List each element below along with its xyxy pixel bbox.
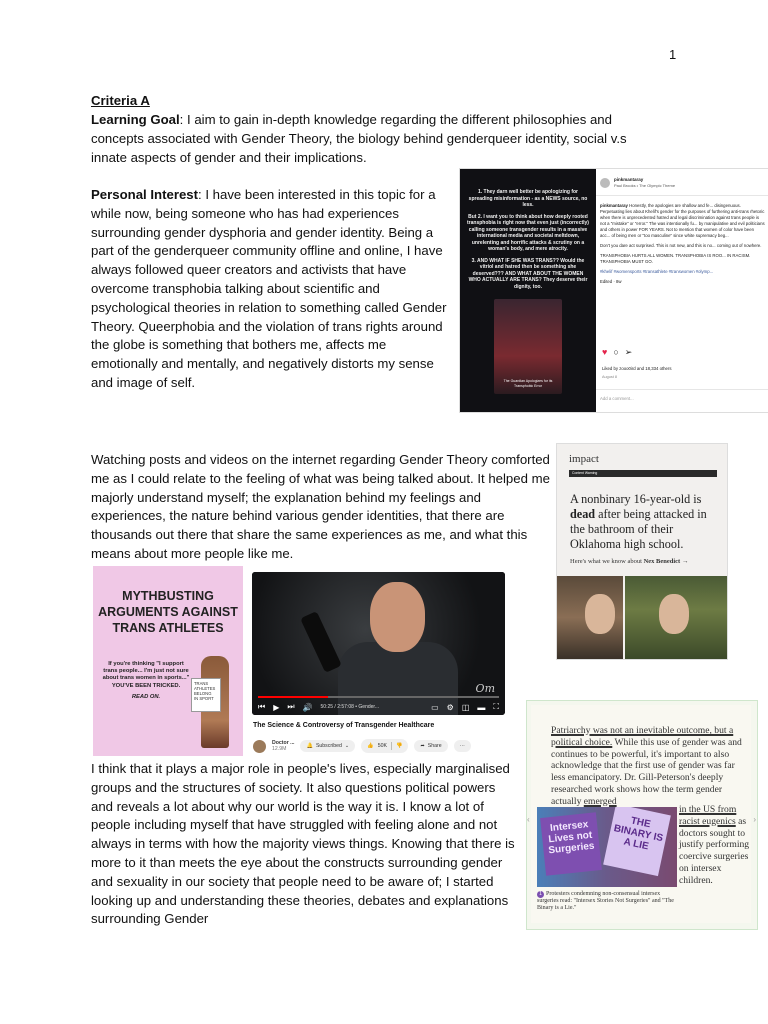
like-count: 50K bbox=[377, 743, 387, 749]
book-page bbox=[531, 705, 751, 923]
channel-info[interactable] bbox=[272, 740, 294, 752]
chevron-left-icon[interactable]: ‹ bbox=[527, 815, 530, 824]
subscriber-count: 12.9M bbox=[272, 746, 287, 752]
instagram-header bbox=[600, 177, 675, 189]
subline-part: Here's what we know about bbox=[570, 558, 644, 565]
next-icon[interactable]: ⏭ bbox=[287, 702, 295, 711]
impact-headline bbox=[570, 492, 720, 552]
personal-interest-label: Personal Interest bbox=[91, 187, 199, 202]
comment-icon: ○ bbox=[613, 347, 619, 357]
bell-icon: 🔔 bbox=[306, 743, 313, 749]
myth-title: MYTHBUSTING ARGUMENTS AGAINST TRANS ATHLETES bbox=[98, 589, 238, 635]
personal-interest-text: : I have been interested in this topic for a while now, being someone who has had experiences surrounding gender dysphoria and gender identity. Being a part of the genderqueer community offline and online, I have always followed queer creators and activists that have overcome transphobia talking about scientific and psychological theories in relation to something called Gender Theory. Queerphobia and the violation of trans rights around the globe is something that bothers me, affects me emotionally and mentally, and negatively distorts my sense and image of self. bbox=[91, 187, 447, 390]
content-warning-strip: Content Warning bbox=[569, 470, 717, 477]
learning-goal-label: Learning Goal bbox=[91, 112, 180, 127]
learning-goal-text: : I aim to gain in-depth knowledge regarding the different philosophies and concepts associated with Gender Theory, the biology behind genderqueer identity, social v.s innate aspects of gender and their implications. bbox=[91, 112, 627, 165]
thumbs-up-icon: 👍 bbox=[367, 743, 374, 749]
subscribed-button[interactable] bbox=[300, 740, 355, 752]
share-button[interactable] bbox=[414, 740, 447, 752]
video-signature: Om bbox=[475, 682, 495, 695]
sign-line: BELONG bbox=[194, 691, 212, 696]
headline-bold: dead bbox=[570, 507, 596, 521]
instagram-image-paragraph: 1. They darn well better be apologizing for spreading misinformation - as a NEWS source, no less. bbox=[468, 189, 588, 208]
impact-logo: impact bbox=[569, 453, 599, 465]
speaker-face bbox=[370, 582, 425, 652]
instagram-hashtags: #khelif #womensports #transathlete #transwomen #olymp... bbox=[600, 269, 714, 274]
book-underlined-text: in the US from racist eugenics bbox=[679, 804, 737, 827]
share-icon: ➦ bbox=[420, 743, 425, 749]
protest-sign-binary: THE BINARY IS A LIE bbox=[603, 807, 671, 876]
book-text-part: While this use of gender was and continues to be powerful, it's important to also acknowledge that the first use of gender was far less emancipatory. Dr. Gill-Peterson's deeply researched work shows how the term gender actually bbox=[551, 736, 742, 807]
video-progress-fill bbox=[258, 696, 328, 698]
book-text-right bbox=[679, 804, 753, 887]
book-underlined-text: Patriarchy was not an inevitable outcome, but a political choice. bbox=[551, 725, 734, 748]
instagram-caption bbox=[600, 203, 765, 289]
myth-read-on: READ ON. bbox=[131, 693, 161, 700]
video-time: 50:25 / 2:57:08 • Gender... bbox=[320, 704, 379, 710]
personal-interest-paragraph bbox=[91, 186, 451, 393]
channel-name: Doctor ... bbox=[272, 740, 295, 746]
sign-line: TRANS bbox=[194, 681, 209, 686]
avatar bbox=[600, 178, 610, 188]
settings-icon[interactable]: ⚙ bbox=[446, 702, 454, 712]
video-title[interactable]: The Science & Controversy of Transgender Healthcare bbox=[253, 722, 435, 729]
sign-line: IN SPORT bbox=[194, 696, 214, 701]
protest-sign bbox=[191, 678, 221, 712]
instagram-post-image-text bbox=[466, 189, 590, 295]
avatar[interactable] bbox=[253, 740, 266, 753]
instagram-date: August 8 bbox=[602, 375, 617, 379]
video-meta-bar bbox=[253, 737, 511, 755]
caption-text: Protesters condemning non-consensual intersex surgeries read: "Intersex Stories Not Surgeries" and "The Binary is a Lie." bbox=[537, 891, 674, 912]
video-progress-bar[interactable] bbox=[258, 696, 499, 698]
instagram-comments-panel bbox=[596, 169, 768, 412]
instagram-embedded-photo bbox=[494, 299, 562, 394]
page-number: 1 bbox=[669, 47, 677, 62]
youtube-video-player[interactable] bbox=[252, 572, 505, 715]
like-dislike-button[interactable] bbox=[361, 739, 408, 753]
protest-sign-intersex: Intersex Lives not Surgeries bbox=[540, 812, 602, 876]
book-text-part: as doctors sought to justify performing coercive surgeries on intersex children. bbox=[679, 815, 750, 886]
book-underlined-text: emerged bbox=[583, 795, 617, 807]
share-label: Share bbox=[427, 743, 442, 749]
instagram-comment-text: Honestly, the apologies are shallow and fe... disingenuous. Perpetuating lies about Khelif's gender for the purposes of furthering anti-trans rhetoric when there is unprecedented hatred and legal discrimination against trans people is not a "mistake" or "error." The was intentionally fu... by manipulative and evil politicians and others in power FOR YEARS. Not to mention that women of color have been acc... of being men or "too masculine" since white supremacy beg... bbox=[600, 203, 765, 238]
more-icon: ··· bbox=[459, 743, 465, 749]
instagram-post-screenshot bbox=[459, 168, 768, 413]
instagram-actions bbox=[602, 349, 632, 355]
photo-caption bbox=[537, 891, 683, 913]
instagram-post-image bbox=[460, 169, 596, 412]
previous-icon[interactable]: ⏮ bbox=[258, 702, 266, 711]
face-shape bbox=[659, 594, 689, 634]
protest-photo bbox=[537, 807, 677, 887]
impact-photo-left bbox=[557, 576, 623, 659]
divider bbox=[596, 195, 768, 196]
captions-icon[interactable]: ▭ bbox=[431, 702, 439, 712]
subline-part: → bbox=[680, 558, 689, 565]
chevron-right-icon[interactable]: › bbox=[753, 815, 756, 824]
myth-body bbox=[101, 661, 191, 701]
instagram-audio-subtitle: Paul Brooks • The Olympic Theme bbox=[614, 183, 676, 188]
instagram-comment-user: pinkmantaray bbox=[600, 203, 628, 208]
theater-icon[interactable]: ▬ bbox=[477, 702, 486, 712]
instagram-image-paragraph: 3. AND WHAT IF SHE WAS TRANS?? Would the vitriol and hatred then be something she deserved??? AND WHAT ABOUT THE WOMEN WHO ACTUALLY ARE TRANS? They deserve their dignity, too. bbox=[468, 257, 588, 290]
instagram-username: pinkmantaray bbox=[614, 177, 644, 182]
instagram-likes: Liked by zooo0ird and 18,334 others bbox=[602, 366, 672, 371]
subscribed-label: Subscribed bbox=[315, 743, 342, 749]
miniplayer-icon[interactable]: ◫ bbox=[461, 702, 470, 712]
face-shape bbox=[585, 594, 615, 634]
instagram-image-paragraph: But 2. I want you to think about how deeply rooted transphobia is right now that even just (incorrectly) calling someone transgender results in a massive international media and societal meltdown, unrelenting and horrific attacks & scrutiny on a woman's body, and mere atrocity. bbox=[467, 213, 589, 252]
book-text bbox=[551, 725, 746, 808]
volume-icon[interactable]: 🔊 bbox=[302, 702, 313, 712]
share-icon: ➢ bbox=[624, 347, 633, 357]
video-controls bbox=[258, 701, 499, 713]
chevron-down-icon: ⌄ bbox=[344, 743, 350, 749]
mythbusting-graphic bbox=[93, 566, 243, 756]
subline-bold: Nex Benedict bbox=[643, 558, 681, 565]
impact-news-card bbox=[556, 443, 728, 660]
learning-goal-paragraph bbox=[91, 111, 651, 167]
caption-number: 1 bbox=[537, 891, 544, 898]
watching-paragraph: Watching posts and videos on the internet regarding Gender Theory comforted me as I could relate to the feeling of what was being talked about. It helped me majorly understand myself; the explanation behind my feelings and experiences, the nature behind various gender identities, that there are thousands out there that share the same experiences as me, and what this means about more people like me. bbox=[91, 452, 550, 561]
instagram-caption-line: TRANSPHOBIA HURTS ALL WOMEN. TRANSPHOBIA IS ROO... IN RACISM. TRANSPHOBIA MUST GO. bbox=[600, 253, 751, 264]
criteria-heading: Criteria A bbox=[91, 93, 150, 108]
book-excerpt-image bbox=[526, 700, 758, 930]
impact-subline bbox=[570, 558, 720, 565]
heart-icon: ♥ bbox=[602, 347, 608, 357]
myth-body-text: If you're thinking "I support trans people... I'm just not sure about trans women in sports..." YOU'VE BEEN TRICKED. bbox=[102, 661, 190, 689]
headline-part: after being attacked in the bathroom of their Oklahoma high school. bbox=[570, 507, 707, 551]
headline-part: A nonbinary 16-year-old is bbox=[570, 492, 702, 506]
thinking-paragraph: I think that it plays a major role in people's lives, especially marginalised groups and the structures of society. It also questions political powers and reveals a lot about why our world is the way it is. I know a lot of people including myself that have struggled with feeling alone and not always in terms with how the majority views things. Knowing that there is more to it than meets the eye about the constructs surrounding gender and sexuality in our society that people need to be aware of; I started looking up and understanding these theories, debates and explanations surrounding Gender bbox=[91, 761, 515, 927]
play-icon[interactable]: ▶ bbox=[273, 702, 280, 712]
instagram-caption-line: Don't you dare act surprised. This is not new, and this is no... coming out of nowhere. bbox=[600, 243, 762, 248]
thumbs-down-icon: 👎 bbox=[395, 743, 403, 749]
more-button[interactable] bbox=[454, 740, 471, 752]
impact-photo-right bbox=[625, 576, 727, 659]
instagram-edited-label: Edited · 8w bbox=[600, 279, 622, 284]
instagram-photo-caption: The Guardian Apologizes for its Transphobic Error bbox=[503, 379, 553, 388]
fullscreen-icon[interactable]: ⛶ bbox=[493, 702, 499, 711]
sign-line: ATHLETES bbox=[194, 686, 216, 691]
instagram-comment-box: Add a comment... bbox=[596, 389, 768, 408]
